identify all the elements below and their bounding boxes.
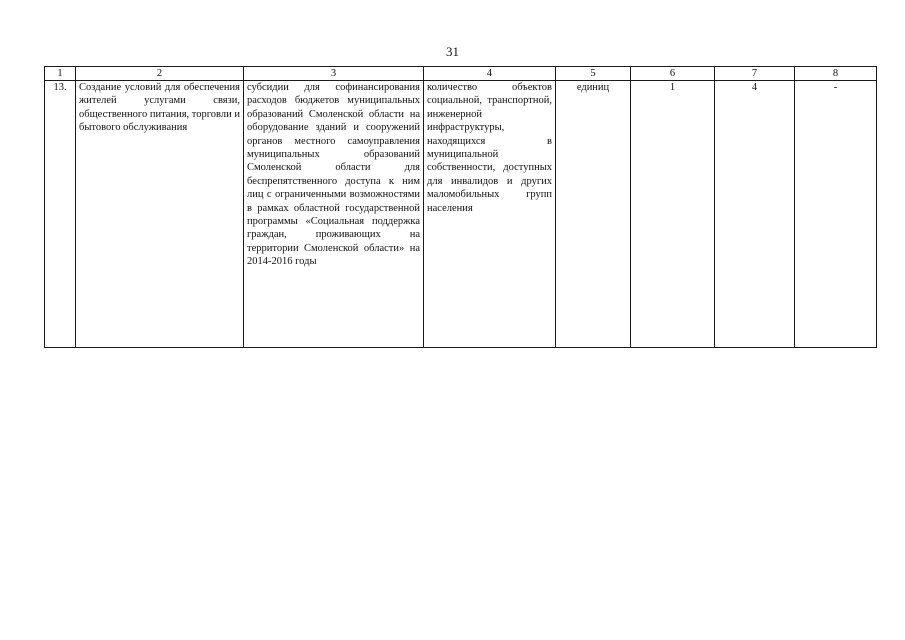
indicator-description: количество объектов социальной, транспортной, инженерной инфраструктуры, находящихся в муниципальной собственности, доступных для инвалидов и других маломобильных групп населения (424, 81, 556, 348)
page-number: 31 (446, 44, 459, 59)
value-column-6: 1 (631, 81, 715, 348)
funding-description: субсидии для софинансирования расходов бюджетов муниципальных образований Смоленской области на оборудование зданий и сооружений органов местного самоуправления муниципальных образований Смоленской области для беспрепятственного доступа к ним лиц с ограниченными возможностями в рамках областной государственной программы «Социальная поддержка граждан, проживающих на территории Смоленской области» на 2014-2016 годы (244, 81, 424, 348)
column-header-1: 1 (45, 67, 76, 81)
program-table (44, 66, 877, 348)
row-number: 13. (45, 81, 76, 348)
column-header-5: 5 (556, 67, 631, 81)
column-header-3: 3 (244, 67, 424, 81)
column-header-2: 2 (76, 67, 244, 81)
measure-name: Создание условий для обеспечения жителей услугами связи, общественного питания, торговли и бытового обслуживания (76, 81, 244, 348)
value-column-7: 4 (715, 81, 795, 348)
column-header-4: 4 (424, 67, 556, 81)
table-row (45, 81, 877, 348)
column-header-8: 8 (795, 67, 877, 81)
table-header-row (45, 67, 877, 81)
value-column-8: - (795, 81, 877, 348)
column-header-7: 7 (715, 67, 795, 81)
column-header-6: 6 (631, 67, 715, 81)
unit-of-measure: единиц (556, 81, 631, 348)
